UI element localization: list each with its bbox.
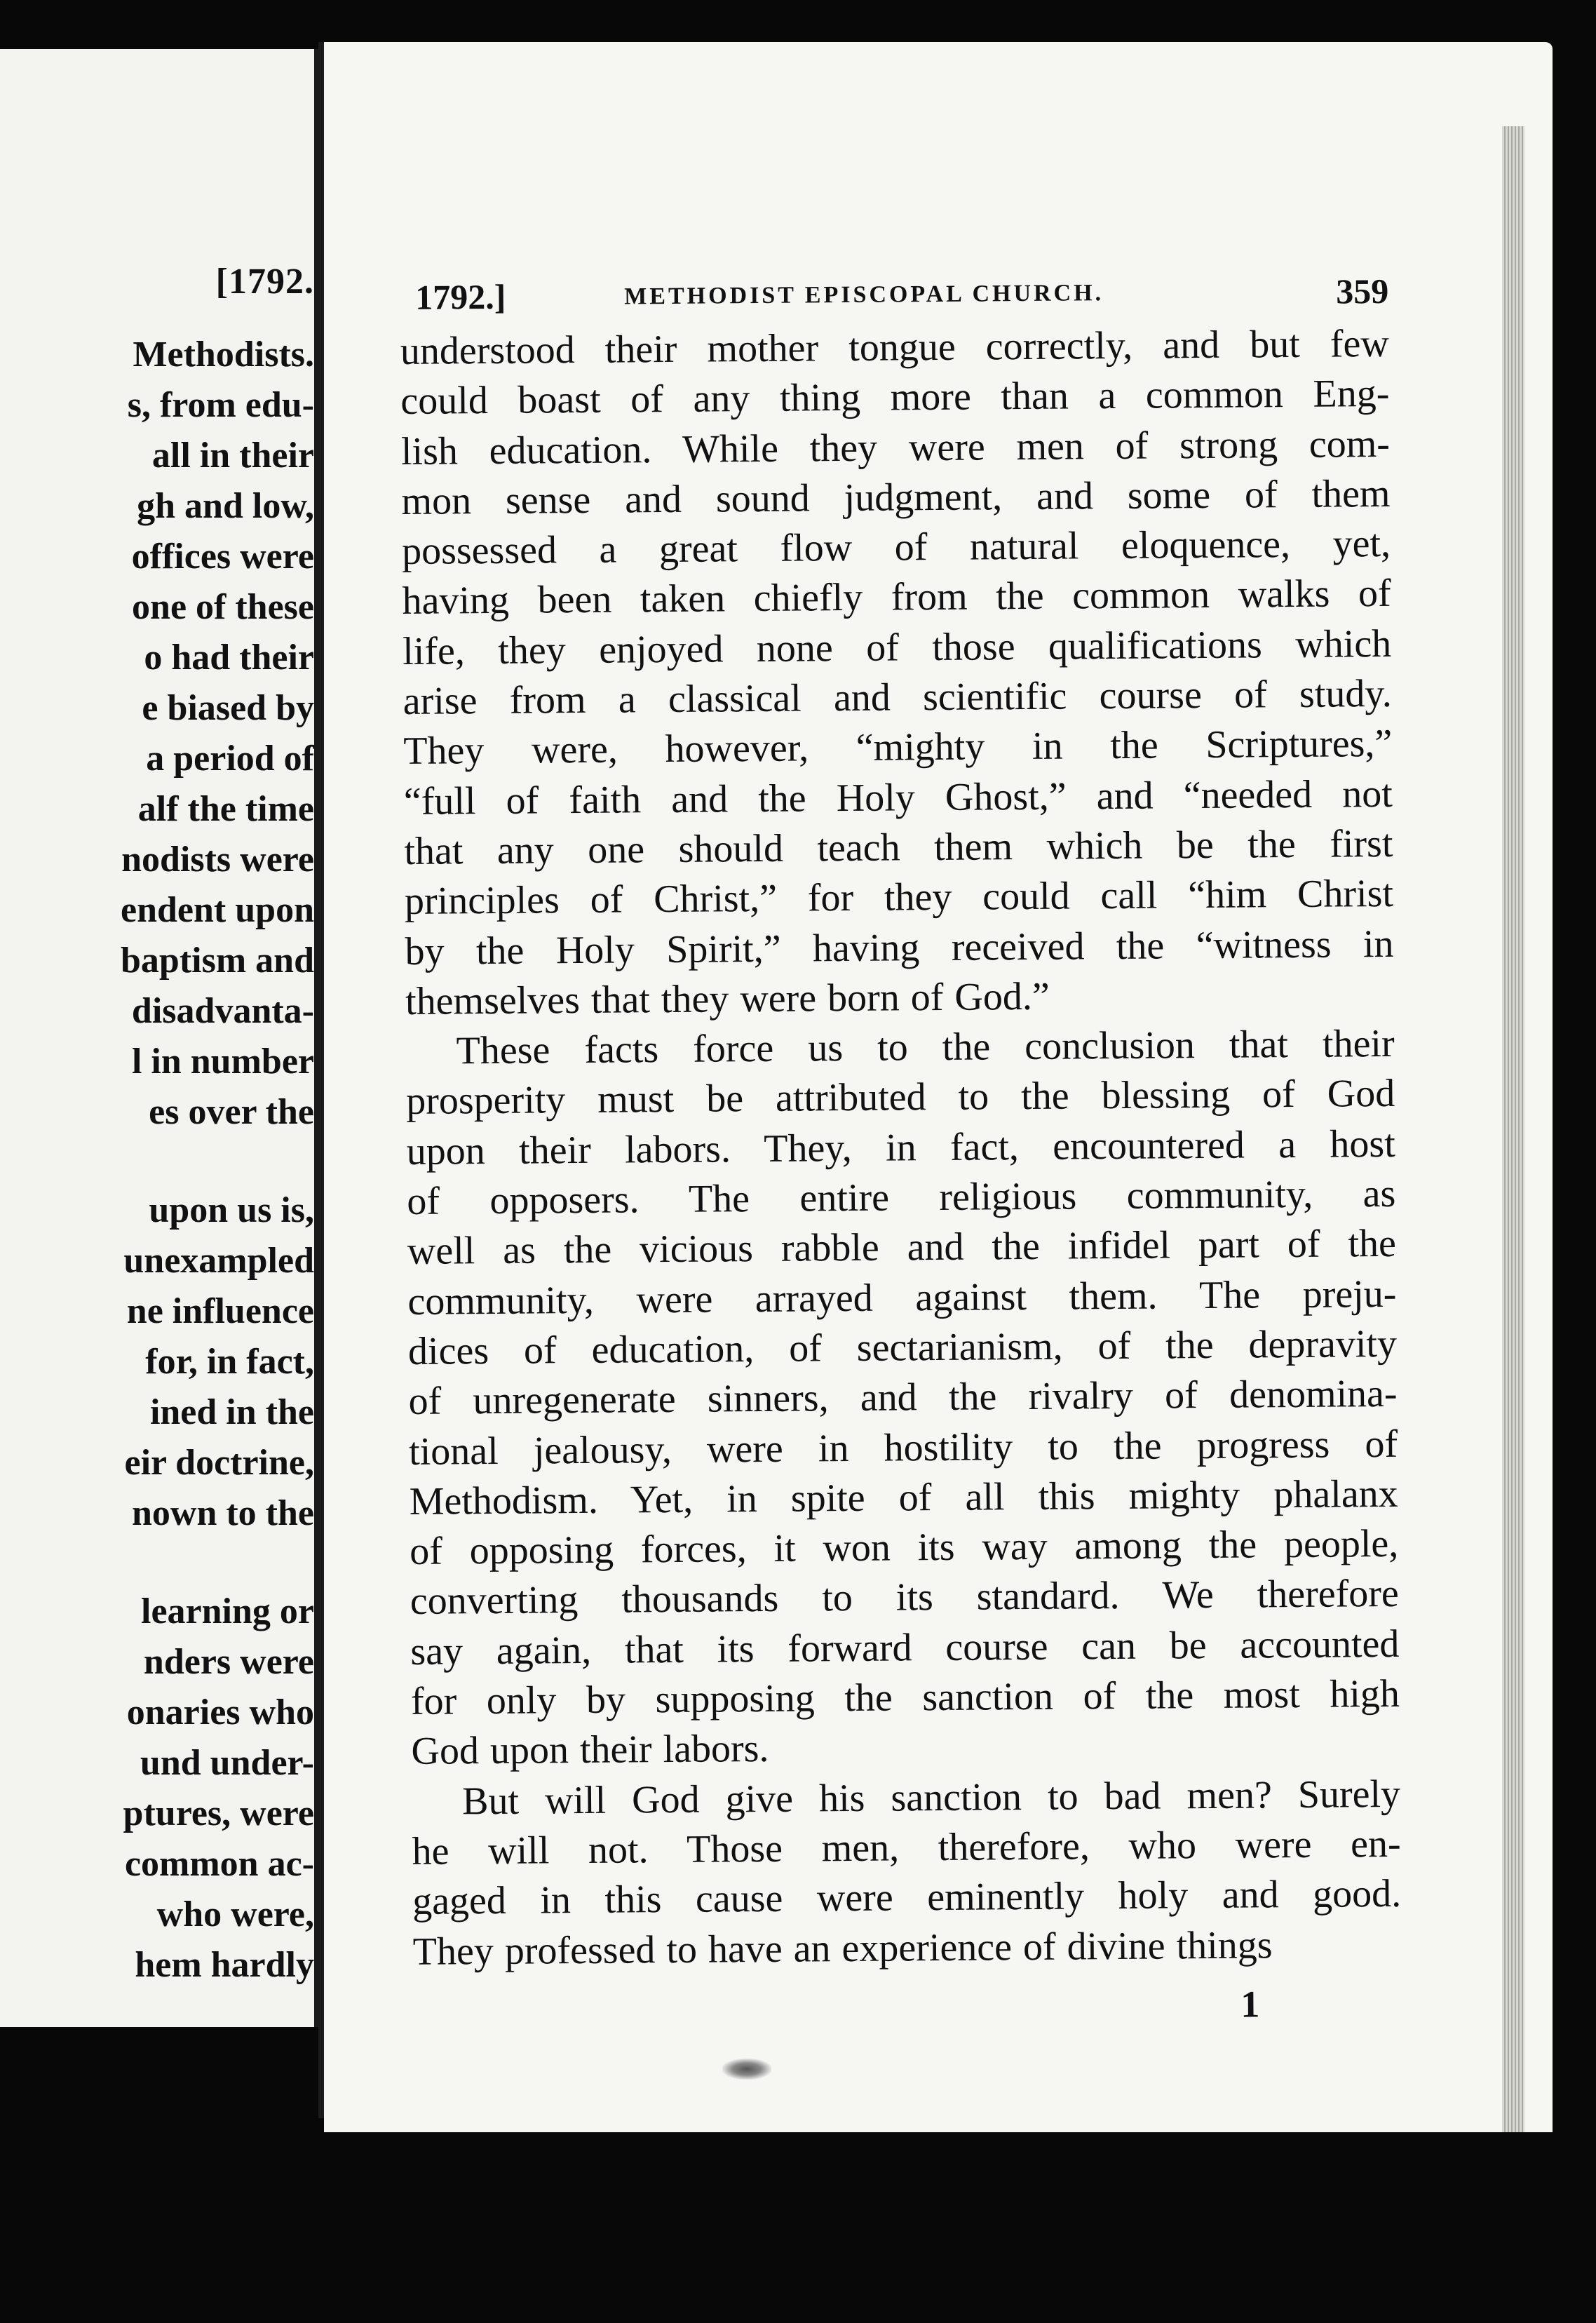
text-line: well as the vicious rabble and the infidel part of the	[407, 1222, 1397, 1274]
left-running-head: [1792.	[215, 262, 314, 302]
book-gutter	[318, 42, 324, 2118]
text-line: converting thousands to its standard. We therefore	[410, 1572, 1400, 1624]
running-head	[400, 269, 1389, 326]
signature-mark	[413, 1969, 1402, 2033]
left-text-line: all in their	[151, 436, 314, 476]
left-text-line: onaries who	[126, 1692, 314, 1732]
text-line: possessed a great flow of natural eloquence, yet,	[401, 522, 1391, 574]
left-page-text	[121, 330, 314, 1991]
text-line: say again, that its forward course can be accounted	[410, 1622, 1400, 1674]
left-text-line: nodists were	[121, 840, 314, 880]
left-text-line: es over the	[149, 1092, 314, 1132]
left-text-line: one of these	[132, 587, 314, 627]
left-text-line: ptures, were	[123, 1793, 314, 1833]
body-text	[400, 318, 1402, 1977]
left-text-line: offices were	[131, 537, 314, 577]
left-text-line: upon us is,	[149, 1190, 314, 1230]
left-text-line: learning or	[141, 1591, 314, 1631]
left-text-line: who were,	[156, 1894, 314, 1934]
text-line: upon their labors. They, in fact, encountered a host	[406, 1122, 1395, 1173]
left-text-line: disadvanta-	[131, 991, 314, 1031]
text-line: by the Holy Spirit,” having received the “witness in	[405, 922, 1394, 974]
text-line: themselves that they were born of God.”	[405, 974, 1050, 1023]
text-line: They professed to have an experience of divine things	[412, 1923, 1273, 1974]
left-text-line	[121, 1138, 314, 1185]
running-head-title: METHODIST EPISCOPAL CHURCH.	[624, 280, 1104, 310]
right-page-text-block	[400, 269, 1402, 2033]
signature-mark-number: 1	[1240, 1983, 1260, 2026]
text-line: Methodism. Yet, in spite of all this mighty phalanx	[409, 1472, 1398, 1523]
text-line: understood their mother tongue correctly, and but few	[400, 321, 1390, 373]
left-text-line: und under-	[140, 1743, 314, 1783]
left-text-line: hem hardly	[135, 1945, 314, 1985]
left-text-line: o had their	[144, 638, 314, 678]
left-text-line: baptism and	[121, 941, 314, 981]
text-line: could boast of any thing more than a common Eng-	[400, 372, 1390, 424]
text-line: gaged in this cause were eminently holy and good.	[412, 1872, 1402, 1924]
left-text-line: ne influence	[126, 1291, 314, 1331]
left-text-line: gh and low,	[137, 486, 314, 526]
left-text-line: eir doctrine,	[124, 1443, 314, 1483]
text-line: of opposing forces, it won its way among the people,	[410, 1521, 1399, 1574]
text-line: that any one should teach them which be the first	[404, 821, 1393, 873]
text-line: principles of Christ,” for they could call “him Christ	[404, 872, 1394, 924]
running-head-year: 1792.]	[415, 276, 506, 317]
text-line: community, were arrayed against them. The preju-	[407, 1272, 1397, 1324]
left-text-line: endent upon	[121, 890, 314, 930]
text-line: lish education. While they were men of strong com-	[400, 422, 1391, 473]
left-text-line: a period of	[146, 739, 314, 779]
left-text-line: nders were	[143, 1642, 314, 1682]
text-line: of opposers. The entire religious community, as	[407, 1171, 1396, 1224]
left-text-line: Methodists.	[133, 335, 314, 375]
page-number: 359	[1335, 271, 1389, 311]
text-line: These facts force us to the conclusion that their	[456, 1022, 1395, 1073]
left-text-line: nown to the	[131, 1493, 314, 1533]
text-line: God upon their labors.	[411, 1727, 769, 1774]
text-line: prosperity must be attributed to the blessing of God	[405, 1072, 1395, 1124]
text-line: arise from a classical and scientific course of study.	[403, 671, 1392, 724]
text-line: tional jealousy, were in hostility to the progress of	[408, 1422, 1398, 1474]
left-text-line: ined in the	[149, 1392, 314, 1432]
text-line: for only by supposing the sanction of the most high	[410, 1671, 1400, 1723]
left-text-line: e biased by	[142, 688, 314, 728]
left-text-line: alf the time	[137, 789, 314, 829]
left-text-line: l in number	[131, 1042, 314, 1082]
left-text-line	[121, 1539, 314, 1587]
scan-smudge	[722, 2059, 771, 2080]
left-text-line: s, from edu-	[127, 385, 314, 425]
left-text-line: for, in fact,	[145, 1342, 314, 1382]
text-line: having been taken chiefly from the common walks of	[402, 572, 1391, 624]
text-line: he will not. Those men, therefore, who were en-	[412, 1822, 1401, 1873]
text-line: life, they enjoyed none of those qualifications which	[402, 621, 1392, 673]
left-text-line: common ac-	[124, 1844, 314, 1884]
page-edges	[1502, 126, 1524, 2132]
text-line: mon sense and sound judgment, and some of them	[401, 471, 1391, 523]
text-line: They were, however, “mighty in the Scriptures,”	[403, 722, 1393, 774]
text-line: dices of education, of sectarianism, of the depravity	[407, 1321, 1398, 1373]
left-text-line: unexampled	[123, 1241, 314, 1281]
text-line: “full of faith and the Holy Ghost,” and “needed not	[403, 772, 1393, 823]
text-line: But will God give his sanction to bad men? Surely	[461, 1772, 1401, 1823]
left-facing-page	[0, 49, 318, 2027]
text-line: of unregenerate sinners, and the rivalry of denomina-	[408, 1372, 1398, 1424]
